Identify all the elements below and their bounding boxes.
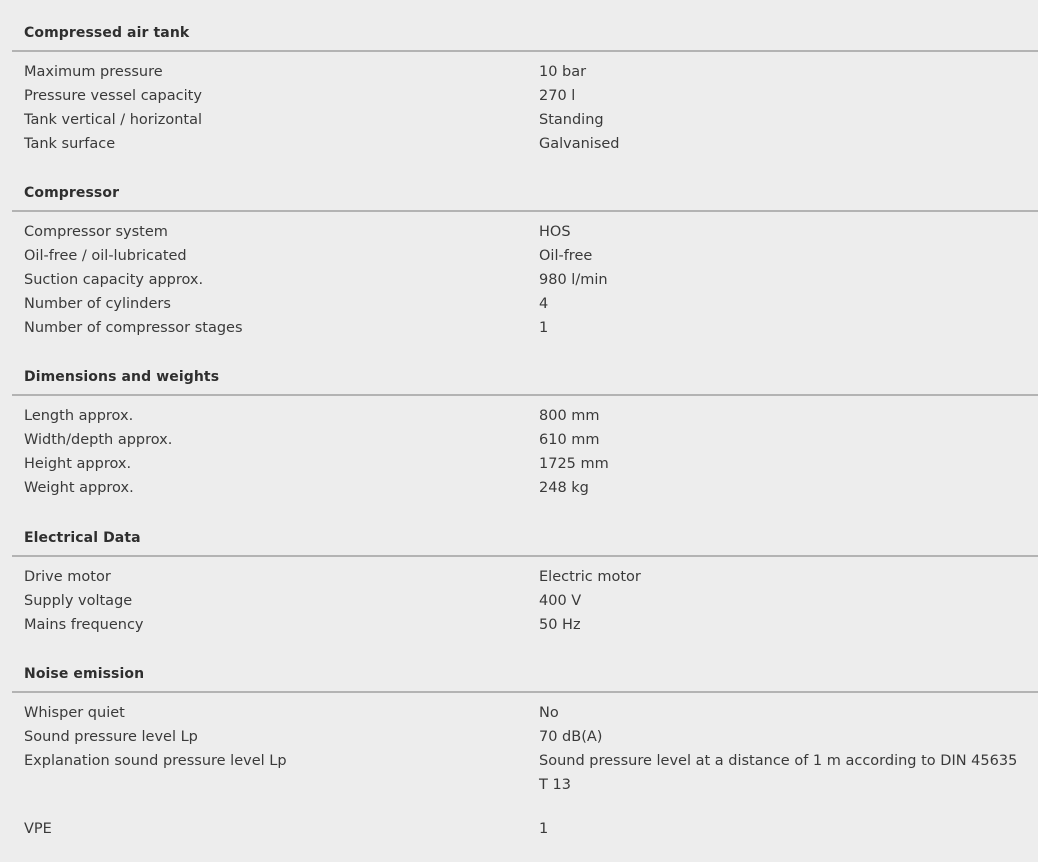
- spec-value: 610 mm: [539, 432, 600, 448]
- section-compressor: [12, 173, 1038, 340]
- spec-label: Number of cylinders: [24, 296, 171, 312]
- spec-label: VPE: [24, 821, 52, 837]
- spec-label: Supply voltage: [24, 593, 133, 609]
- section-electrical-data: [12, 518, 1038, 637]
- section-header: [12, 654, 1038, 693]
- spec-value: 1: [539, 320, 549, 336]
- spec-value: 400 V: [539, 593, 582, 609]
- spec-row: [12, 476, 1038, 500]
- spec-value: 70 dB(A): [539, 729, 603, 745]
- spec-row: [12, 316, 1038, 340]
- section-title: Electrical Data: [24, 530, 141, 546]
- spec-label: Explanation sound pressure level Lp: [24, 753, 287, 769]
- spec-row: [12, 725, 1038, 749]
- spec-value: 270 l: [539, 88, 576, 104]
- spec-row: [12, 132, 1038, 156]
- spec-label: Whisper quiet: [24, 705, 125, 721]
- spec-label: Width/depth approx.: [24, 432, 173, 448]
- spec-rows: [12, 693, 1038, 797]
- section-header: [12, 357, 1038, 396]
- section-title: Compressor: [24, 185, 120, 201]
- spec-label: Compressor system: [24, 224, 168, 240]
- spec-row: [12, 404, 1038, 428]
- spec-rows: [12, 52, 1038, 156]
- spec-label: Oil-free / oil-lubricated: [24, 248, 187, 264]
- section-title: Compressed air tank: [24, 25, 190, 41]
- spec-label: Mains frequency: [24, 617, 144, 633]
- spec-value: No: [539, 705, 559, 721]
- spec-rows: [12, 212, 1038, 340]
- spec-value: Electric motor: [539, 569, 641, 585]
- spec-value: 980 l/min: [539, 272, 608, 288]
- spec-value: 800 mm: [539, 408, 600, 424]
- spec-row: [12, 749, 1038, 797]
- spec-label: Tank vertical / horizontal: [24, 112, 203, 128]
- spec-value: 10 bar: [539, 64, 587, 80]
- spec-row: [12, 428, 1038, 452]
- spec-row: [12, 589, 1038, 613]
- spec-value: Oil-free: [539, 248, 593, 264]
- spec-label: Drive motor: [24, 569, 111, 585]
- section-header: [12, 518, 1038, 557]
- spec-label: Weight approx.: [24, 480, 134, 496]
- spec-row-vpe: [12, 817, 1038, 841]
- spec-label: Pressure vessel capacity: [24, 88, 202, 104]
- spec-label: Height approx.: [24, 456, 132, 472]
- section-header: [12, 173, 1038, 212]
- spec-label: Number of compressor stages: [24, 320, 243, 336]
- spec-label: Maximum pressure: [24, 64, 163, 80]
- spec-label: Sound pressure level Lp: [24, 729, 198, 745]
- spec-value: 1: [539, 821, 549, 837]
- spec-row: [12, 701, 1038, 725]
- spec-row: [12, 60, 1038, 84]
- spec-row: [12, 452, 1038, 476]
- section-noise-emission: [12, 654, 1038, 797]
- section-title: Dimensions and weights: [24, 369, 220, 385]
- spec-value: 4: [539, 296, 549, 312]
- spec-row: [12, 613, 1038, 637]
- spec-label: Suction capacity approx.: [24, 272, 204, 288]
- section-header: [12, 13, 1038, 52]
- section-compressed-air-tank: [12, 13, 1038, 156]
- spec-row: [12, 84, 1038, 108]
- spec-value: 1725 mm: [539, 456, 609, 472]
- spec-rows: [12, 557, 1038, 637]
- spec-row: [12, 108, 1038, 132]
- spec-label: Length approx.: [24, 408, 134, 424]
- spec-value: Standing: [539, 112, 604, 128]
- spec-value: Galvanised: [539, 136, 620, 152]
- spec-row: [12, 565, 1038, 589]
- spec-row: [12, 244, 1038, 268]
- spec-value: Sound pressure level at a distance of 1 m according to DIN 45635 T 13: [539, 753, 1018, 793]
- spec-row: [12, 268, 1038, 292]
- section-title: Noise emission: [24, 666, 145, 682]
- spec-row: [12, 220, 1038, 244]
- spec-value: 248 kg: [539, 480, 589, 496]
- spec-value: 50 Hz: [539, 617, 581, 633]
- spec-label: Tank surface: [24, 136, 116, 152]
- spec-rows: [12, 396, 1038, 500]
- spec-value: HOS: [539, 224, 571, 240]
- spec-row: [12, 292, 1038, 316]
- section-dimensions-and-weights: [12, 357, 1038, 500]
